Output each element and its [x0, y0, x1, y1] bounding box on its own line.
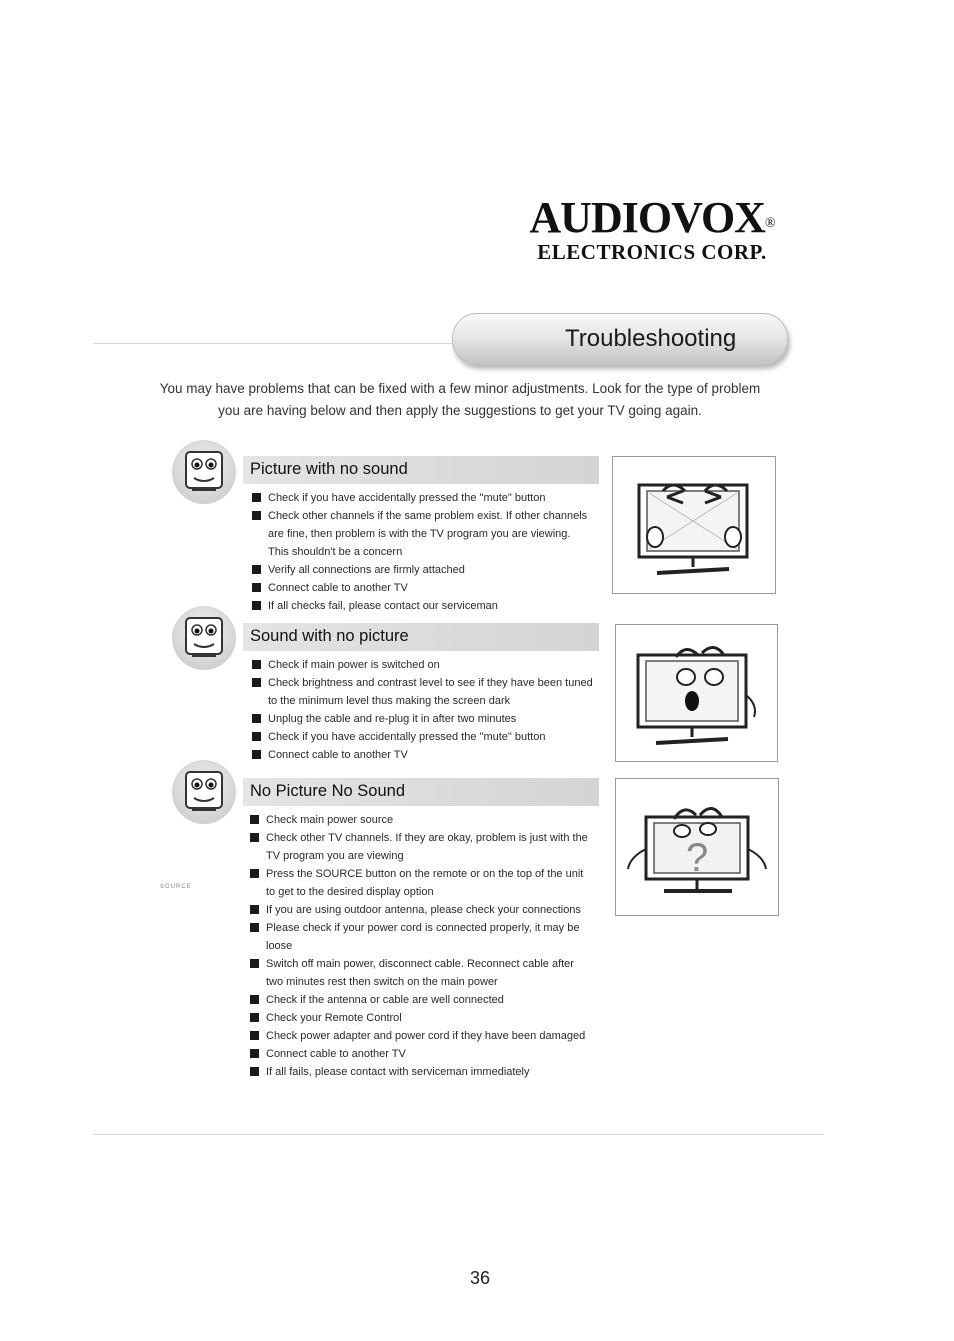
section-heading-bar [243, 778, 599, 806]
page-title: Troubleshooting [565, 325, 737, 352]
list-item: Check other TV channels. If they are okay, problem is just with the TV program you are viewing [250, 829, 588, 865]
checklist [252, 489, 592, 615]
list-item: Check if main power is switched on [252, 656, 598, 674]
top-divider [93, 343, 455, 344]
cartoon-face-icon [172, 606, 236, 670]
bottom-divider [93, 1134, 824, 1135]
list-item: If all checks fail, please contact our serviceman [252, 597, 592, 615]
list-item: If all fails, please contact with serviceman immediately [250, 1063, 588, 1081]
cartoon-face-icon [172, 760, 236, 824]
svg-text:?: ? [686, 836, 709, 880]
intro-paragraph: You may have problems that can be fixed with a few minor adjustments. Look for the type of problem you are having below and then apply the suggestions to get your TV going again. [159, 381, 761, 418]
checklist [252, 656, 598, 764]
faint-source-label: SOURCE [160, 884, 192, 890]
list-item: Check brightness and contrast level to see if they have been tuned to the minimum level thus making the screen dark [252, 674, 598, 710]
list-item: Check if the antenna or cable are well connected [250, 991, 588, 1009]
list-item: Check other channels if the same problem exist. If other channels are fine, then problem is with the TV program you are viewing. This shouldn't be a concern [252, 507, 592, 561]
logo-subtitle: ELECTRONICS CORP. [537, 240, 767, 264]
tv-no-sound-illustration [612, 456, 776, 594]
registered-mark: ® [764, 216, 775, 231]
section-heading: No Picture No Sound [250, 782, 406, 800]
list-item: Check main power source [250, 811, 588, 829]
page-number: 36 [469, 1268, 491, 1288]
tv-no-picture-illustration [615, 624, 778, 762]
list-item: Check your Remote Control [250, 1009, 588, 1027]
list-item: Verify all connections are firmly attached [252, 561, 592, 579]
list-item: Connect cable to another TV [252, 579, 592, 597]
list-item: Switch off main power, disconnect cable. Reconnect cable after two minutes rest then switch on the main power [250, 955, 588, 991]
list-item: If you are using outdoor antenna, please check your connections [250, 901, 588, 919]
list-item: Check power adapter and power cord if they have been damaged [250, 1027, 588, 1045]
logo-name: AUDIOVOX [529, 193, 765, 242]
list-item: Connect cable to another TV [250, 1045, 588, 1063]
list-item: Connect cable to another TV [252, 746, 598, 764]
list-item: Please check if your power cord is connected properly, it may be loose [250, 919, 588, 955]
list-item: Press the SOURCE button on the remote or on the top of the unit to get to the desired display option [250, 865, 588, 901]
list-item: Unplug the cable and re-plug it in after two minutes [252, 710, 598, 728]
checklist [250, 811, 588, 1081]
audiovox-logo [512, 193, 792, 264]
list-item: Check if you have accidentally pressed the "mute" button [252, 728, 598, 746]
section-heading: Sound with no picture [250, 627, 409, 645]
title-banner [452, 313, 788, 365]
section-heading-bar [243, 456, 599, 484]
section-heading-bar [243, 623, 599, 651]
section-heading: Picture with no sound [250, 460, 408, 478]
tv-confused-illustration [615, 778, 779, 916]
list-item: Check if you have accidentally pressed the "mute" button [252, 489, 592, 507]
cartoon-face-icon [172, 440, 236, 504]
